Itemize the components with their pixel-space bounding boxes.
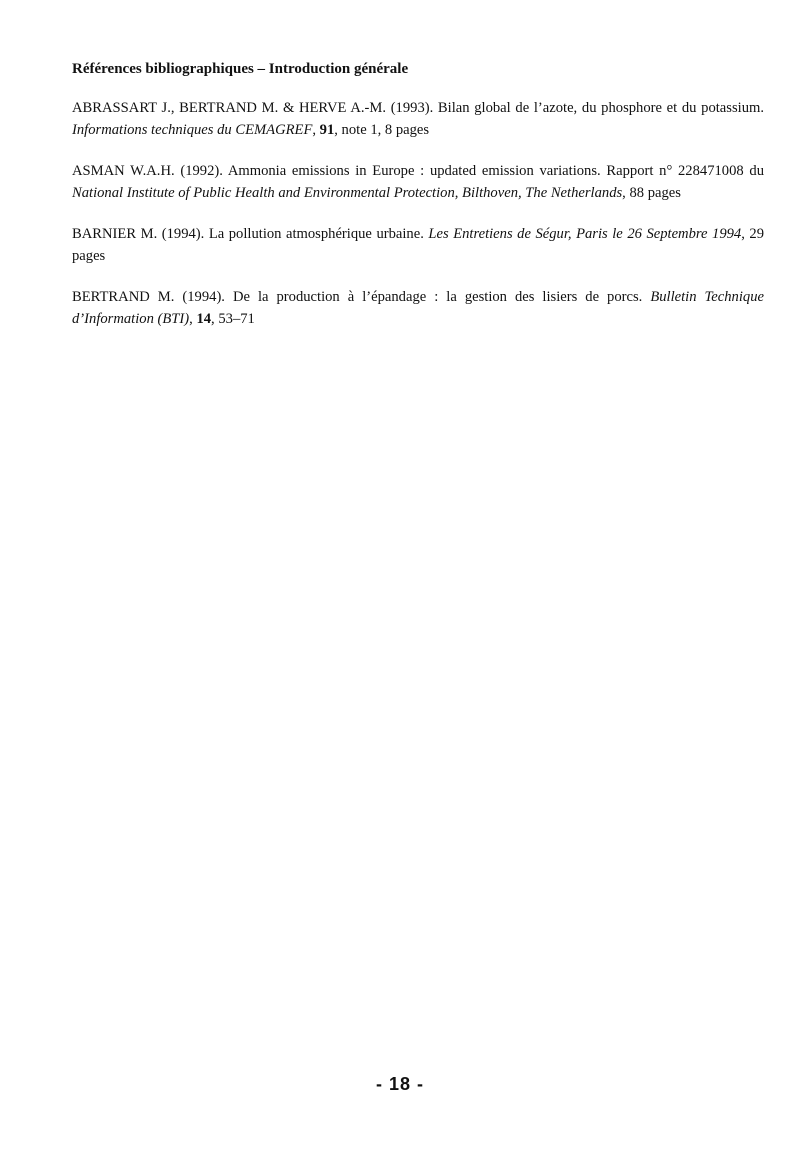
reference-text: BARNIER M. (1994). La pollution atmosphérique urbaine. [72,226,429,242]
reference-journal: Informations techniques du CEMAGREF [72,121,313,138]
reference-text: BERTRAND M. (1994). De la production à l’épandage : la gestion des lisiers de porcs. [72,289,651,305]
reference-volume: 91 [319,121,335,138]
reference-text: , 29 pages [72,226,764,264]
section-heading: Références bibliographiques – Introduction générale [72,61,409,77]
reference-barnier-1994 [72,224,764,267]
reference-source: Les Entretiens de Ségur, Paris le 26 Septembre 1994 [428,226,742,242]
page-content [72,58,764,350]
reference-publisher: National Institute of Public Health and Environmental Protection, Bilthoven, The Netherlands [72,184,623,201]
reference-volume: 14 [196,310,212,327]
reference-text: , note 1, 8 pages [334,121,430,138]
reference-text: , [189,310,197,327]
reference-text: , 53–71 [211,310,255,327]
reference-bertrand-1994 [72,287,764,330]
reference-text: ASMAN W.A.H. (1992). Ammonia emissions in Europe : updated emission variations. Rapport n° 228471008 du [72,163,764,179]
reference-text: , [312,121,320,138]
page-number: - 18 - [375,1074,424,1094]
reference-text: , 88 pages [622,184,681,201]
reference-asman-1992 [72,161,764,204]
reference-text: ABRASSART J., BERTRAND M. & HERVE A.-M. (1993). Bilan global de l’azote, du phosphore et du potassium. [72,100,764,116]
reference-abrassart-1993 [72,98,764,141]
reference-journal: Bulletin Technique d’Information (BTI) [72,289,764,327]
